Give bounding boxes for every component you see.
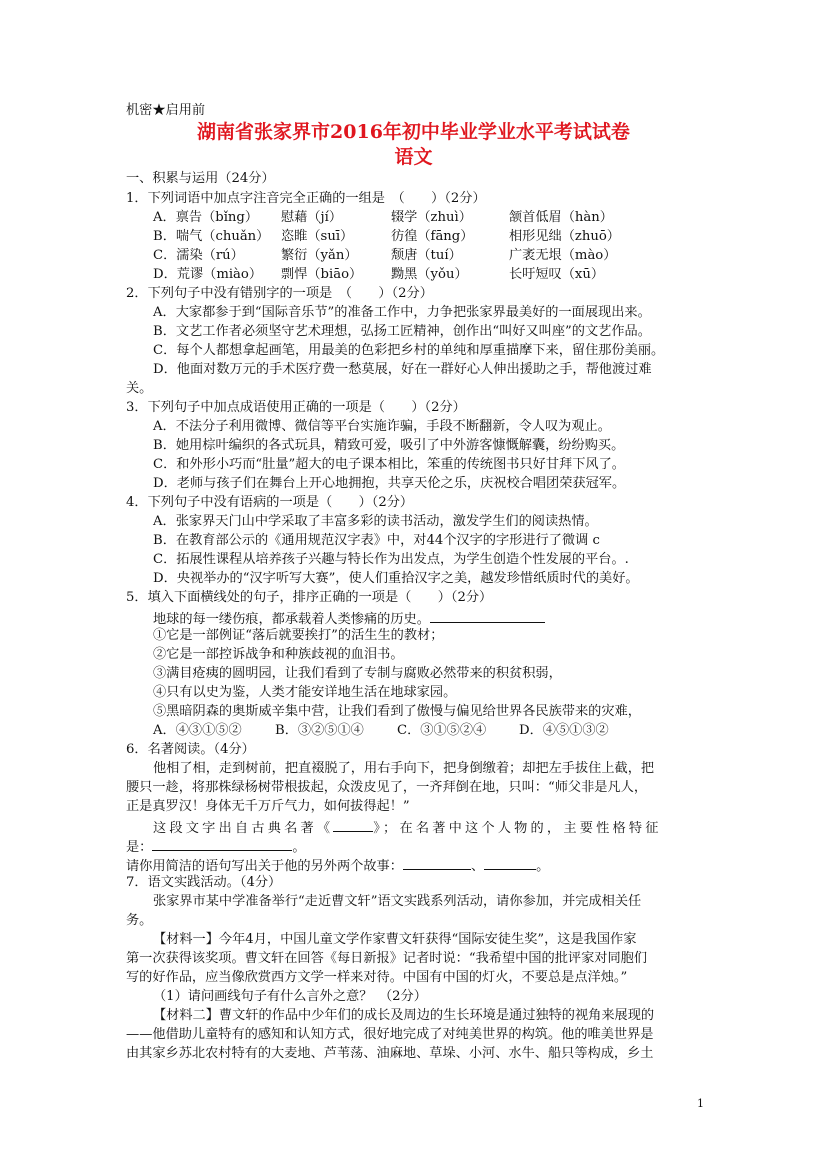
q7-material2-line-2: ——他借助儿童特有的感知和认知方式，很好地完成了对纯美世界的构筑。他的唯美世界是	[126, 1027, 654, 1042]
q5-item-2: ②它是一部控诉战争和种族歧视的血泪书。	[153, 647, 404, 662]
q6-question-line: 这段文字出自古典名著《 》；在名著中这个人物的，主要性格特征	[153, 817, 662, 838]
q2-option-d: D．他面对数万元的手术医疗费一愁莫展，好在一群好心人伸出援助之手，帮他渡过难	[153, 362, 652, 377]
q3-option-c: C．和外形小巧而“肚量”超大的电子课本相比，笨重的传统图书只好甘拜下风了。	[153, 457, 625, 472]
q6-trait-line: 是： 。	[126, 836, 306, 857]
q5-options: A．④③①⑤② B．③②⑤①④ C．③①⑤②④ D．④⑤①③②	[153, 723, 609, 738]
q5-item-5: ⑤黑暗阴森的奥斯威辛集中营，让我们看到了傲慢与偏见给世界各民族带来的灾难，	[153, 704, 641, 719]
q6-trait-blank	[152, 836, 292, 851]
confidential-label: 机密★启用前	[126, 103, 206, 118]
q5-lead: 地球的每一缕伤痕，都承载着人类惨痛的历史。	[153, 608, 545, 629]
q5-item-1: ①它是一部例证“落后就要挨打”的活生生的教材；	[153, 628, 444, 643]
q7-intro-line-2: 务。	[126, 913, 153, 928]
q6-stem: 6．名著阅读。（4分）	[126, 742, 255, 757]
q1-option-d: D．荒谬（miào） 剽悍（biāo） 黝黑（yǒu） 长吁短叹（xū）	[153, 267, 605, 282]
page-number: 1	[697, 1097, 704, 1110]
q6-passage-line-3: 正是真罗汉！身体无千万斤气力，如何拔得起！”	[126, 799, 410, 814]
q2-option-d-cont: 关。	[126, 381, 153, 396]
q7-material1-line-3: 写的好作品，应当像欣赏西方文学一样来对待。中国有中国的灯火，不要总是点洋烛。”	[126, 970, 628, 985]
q6-stories-line: 请你用简洁的语句写出关于他的另外两个故事： 、 。	[126, 855, 549, 876]
q3-option-d: D．老师与孩子们在舞台上开心地拥抱，共享天伦之乐，庆祝校合唱团荣获冠军。	[153, 476, 626, 491]
q5-item-3: ③满目疮痍的圆明园，让我们看到了专制与腐败必然带来的积贫积弱，	[153, 666, 562, 681]
q4-stem: 4．下列句子中没有语病的一项是（ ）（2分）	[126, 495, 414, 510]
exam-title: 湖南省张家界市2016年初中毕业学业水平考试试卷	[197, 121, 630, 143]
q2-option-c: C．每个人都想拿起画笔，用最美的色彩把乡村的单纯和厚重描摩下来，留住那份美丽。	[153, 343, 665, 358]
q7-subquestion-1: （1）请问画线句子有什么言外之意？ （2分）	[153, 989, 427, 1004]
q6-passage-line-2: 腰只一趁，将那株绿杨树带根拔起，众泼皮见了，一齐拜倒在地，只叫：“师父非是凡人，	[126, 780, 648, 795]
q3-stem: 3．下列句子中加点成语使用正确的一项是（ ）（2分）	[126, 400, 466, 415]
q7-material2-line-3: 由其家乡苏北农村特有的大麦地、芦苇荡、油麻地、草垛、小河、水牛、船只等构成，乡土	[126, 1046, 654, 1061]
q6-story-blank-2	[484, 855, 536, 870]
section-heading: 一、积累与运用（24分）	[126, 171, 275, 186]
q7-material2-line-1: 【材料二】曹文轩的作品中少年们的成长及周边的生长环境是通过独特的视角来展现的	[153, 1008, 655, 1023]
q5-answer-blank	[430, 608, 545, 623]
q4-option-a: A．张家界天门山中学采取了丰富多彩的读书活动，激发学生们的阅读热情。	[153, 514, 598, 529]
q2-option-a: A．大家都参于到“国际音乐节”的准备工作中，力争把张家界最美好的一面展现出来。	[153, 305, 651, 320]
q3-option-a: A．不法分子利用微博、微信等平台实施诈骗，手段不断翻新，令人叹为观止。	[153, 419, 611, 434]
q6-book-blank	[333, 817, 373, 832]
q4-option-d: D．央视举办的“汉字听写大赛”，使人们重拾汉字之美，越发珍惜纸质时代的美好。	[153, 571, 639, 586]
q4-option-c: C．拓展性课程从培养孩子兴趣与特长作为出发点，为学生创造个性发展的平台。.	[153, 552, 629, 567]
q7-intro-line-1: 张家界市某中学准备举行“走近曹文轩”语文实践系列活动，请你参加，并完成相关任	[153, 894, 642, 909]
q1-option-b: B．喘气（chuǎn） 恣睢（suī） 彷徨（fāng） 相形见绌（zhuō）	[153, 229, 620, 244]
q7-material1-line-2: 第一次获得该奖项。曹文轩在回答《每日新报》记者时说：“我希望中国的批评家对同胞们	[126, 951, 648, 966]
q1-stem: 1．下列词语中加点字注音完全正确的一组是 （ ）（2分）	[126, 191, 486, 206]
q4-option-b: B．在教育部公示的《通用规范汉字表》中，对44个汉字的字形进行了微调 c	[153, 533, 600, 548]
q1-option-c: C．濡染（rú） 繁衍（yǎn） 颓唐（tuí） 广袤无垠（mào）	[153, 248, 617, 263]
q2-stem: 2．下列句子中没有错别字的一项是 （ ）（2分）	[126, 286, 433, 301]
q2-option-b: B．文艺工作者必须坚守艺术理想，弘扬工匠精神，创作出“叫好又叫座”的文艺作品。	[153, 324, 651, 339]
q7-stem: 7．语文实践活动。（4分）	[126, 875, 282, 890]
q7-material1-line-1: 【材料一】今年4月，中国儿童文学作家曹文轩获得“国际安徒生奖”，这是我国作家	[153, 932, 637, 947]
q3-option-b: B．她用棕叶编织的各式玩具，精致可爱，吸引了中外游客慷慨解囊，纷纷购买。	[153, 438, 625, 453]
q6-passage-line-1: 他相了相，走到树前，把直裰脱了，用右手向下，把身倒缴着；却把左手拔住上截，把	[153, 761, 655, 776]
q6-story-blank-1	[403, 855, 471, 870]
q5-stem: 5．填入下面横线处的句子，排序正确的一项是（ ）（2分）	[126, 590, 493, 605]
q1-option-a: A．禀告（bǐng） 慰藉（jí） 辍学（zhuì） 颔首低眉（hàn）	[153, 210, 613, 225]
q5-item-4: ④只有以史为鉴，人类才能安详地生活在地球家园。	[153, 685, 457, 700]
exam-subject: 语文	[394, 146, 433, 168]
